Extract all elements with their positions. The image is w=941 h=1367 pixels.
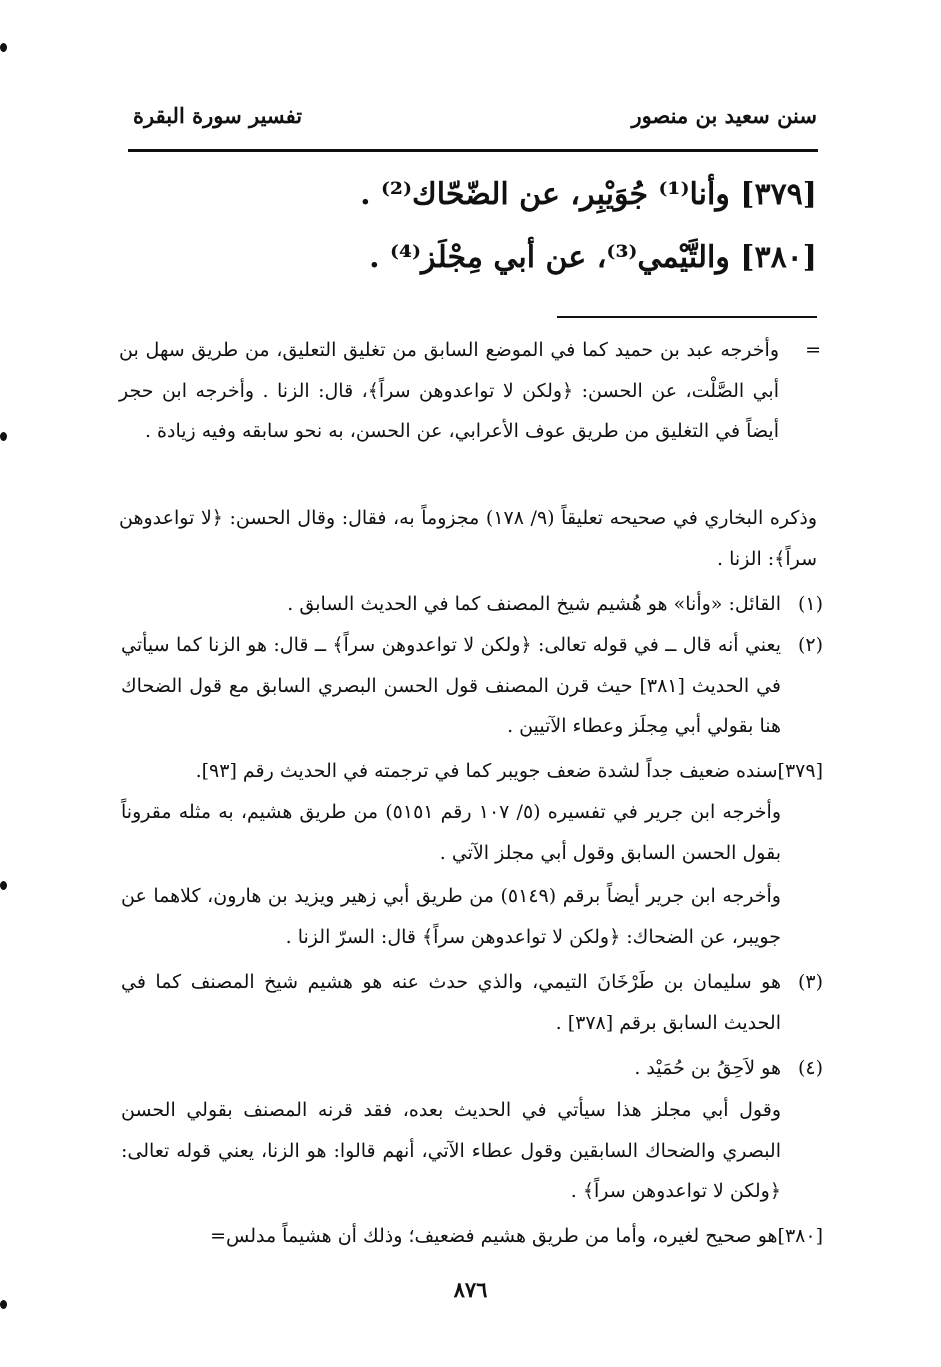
footnote-2: يعني أنه قال ــ في قوله تعالى: ﴿ولكن لا تواعدوهن سراً﴾ ــ قال: هو الزنا كما سيأتي في الحديث [٣٨١] حيث قرن المصنف قول الحسن البصري السابق مع قول الضحاك هنا بقولي أبي مِجلَز وعطاء الآتيين . bbox=[121, 634, 781, 738]
takhrij-380: [٣٨٠]هو صحيح لغيره، وأما من طريق هشيم فضعيف؛ وذلك أن هشيماً مدلس= bbox=[210, 1225, 823, 1247]
running-header-book-title: سنن سعيد بن منصور bbox=[631, 103, 817, 128]
hadith-380: [٣٨٠] والتَّيْمي⁽³⁾، عن أبي مِجْلَز⁽⁴⁾ . bbox=[369, 240, 817, 275]
scan-mark bbox=[0, 881, 7, 890]
takhrij-379-c: وأخرجه ابن جرير أيضاً برقم (٥١٤٩) من طريق أبي زهير ويزيد بن هارون، كلاهما عن جويبر، عن الضحاك: ﴿ولكن لا تواعدوهن سراً﴾ قال: السرّ الزنا . bbox=[121, 885, 781, 948]
footnote-4-number: (٤) bbox=[797, 1057, 823, 1079]
footnote-2-number: (٢) bbox=[797, 634, 823, 656]
scan-mark bbox=[0, 43, 7, 52]
footnote-3-number: (٣) bbox=[797, 971, 823, 993]
header-rule bbox=[128, 149, 818, 152]
footnote-3: هو سليمان بن طَرْخَانَ التيمي، والذي حدث عنه هو هشيم شيخ المصنف كما في الحديث السابق برقم [٣٧٨] . bbox=[121, 971, 781, 1034]
takhrij-379-a: [٣٧٩]سنده ضعيف جداً لشدة ضعف جويبر كما في ترجمته في الحديث رقم [٩٣]. bbox=[195, 760, 823, 782]
footnote-1: القائل: «وأنا» هو هُشيم شيخ المصنف كما في الحديث السابق . bbox=[287, 593, 781, 615]
hadith-379: [٣٧٩] وأنا⁽¹⁾ جُوَيْبِر، عن الضّحّاك⁽²⁾ . bbox=[360, 177, 817, 212]
footnote-4-continued: وقول أبي مجلز هذا سيأتي في الحديث بعده، فقد قرنه المصنف بقولي الحسن البصري والضحاك السابقين وقول عطاء الآتي، أنهم قالوا: هو الزنا، يعني قوله تعالى: ﴿ولكن لا تواعدوهن سراً﴾ . bbox=[121, 1099, 781, 1203]
footnote-4: هو لاَحِقُ بن حُمَيْد . bbox=[634, 1057, 781, 1079]
continuation-marker: = bbox=[805, 339, 821, 361]
scan-mark bbox=[0, 432, 7, 441]
page-number: ٨٧٦ bbox=[453, 1277, 488, 1302]
footnote-1-number: (١) bbox=[797, 593, 823, 615]
running-header-section-title: تفسير سورة البقرة bbox=[133, 103, 303, 128]
footnote-separator bbox=[557, 316, 817, 318]
takhrij-379-b: وأخرجه ابن جرير في تفسيره (٥/ ١٠٧ رقم ٥١٥١) من طريق هشيم، به مثله مقروناً بقول الحسن السابق وقول أبي مجلز الآتي . bbox=[121, 801, 782, 864]
footnote-bukhari: وذكره البخاري في صحيحه تعليقاً (٩/ ١٧٨) مجزوماً به، فقال: وقال الحسن: ﴿لا تواعدوهن سراً﴾: الزنا . bbox=[119, 507, 817, 570]
footnote-continuation: وأخرجه عبد بن حميد كما في الموضع السابق من تغليق التعليق، من طريق سهل بن أبي الصَّلْت، عن الحسن: ﴿ولكن لا تواعدوهن سراً﴾، قال: الزنا . وأخرجه ابن حجر أيضاً في التغليق من طريق عوف الأعرابي، عن الحسن، به نحو سابقه وفيه زيادة . bbox=[119, 339, 779, 443]
